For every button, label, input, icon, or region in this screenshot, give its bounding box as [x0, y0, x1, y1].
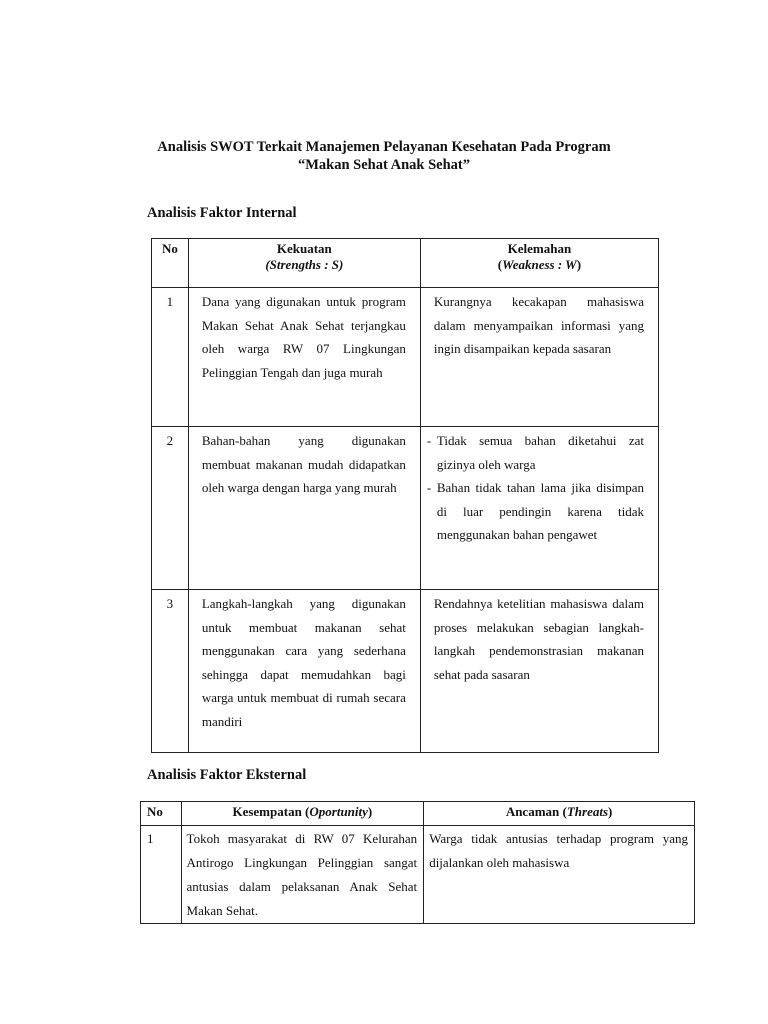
strength-subtitle: (Strengths : S): [265, 257, 344, 272]
title-line-1: Analisis SWOT Terkait Manajemen Pelayanan Kesehatan Pada Program: [157, 139, 611, 155]
threat-prefix: Ancaman (: [505, 804, 567, 819]
external-header-threat: [424, 802, 695, 826]
weakness-cell: Rendahnya ketelitian mahasiswa dalam proses melakukan sebagian langkah-langkah pendemonstrasian makanan sehat pada sasaran: [420, 590, 658, 753]
weakness-cell: Kurangnya kecakapan mahasiswa dalam menyampaikan informasi yang ingin disampaikan kepada sasaran: [420, 288, 658, 427]
strength-cell: Bahan-bahan yang digunakan membuat makanan mudah didapatkan oleh warga dengan harga yang murah: [188, 427, 420, 590]
external-heading: Analisis Faktor Eksternal: [147, 767, 307, 783]
threat-suffix: ): [608, 804, 613, 819]
strength-cell: Langkah-langkah yang digunakan untuk membuat makanan sehat menggunakan cara yang sederhana sehingga dapat memudahkan bagi warga untuk membuat di rumah secara mandiri: [188, 590, 420, 753]
external-header-no: No: [141, 802, 182, 826]
weakness-bullet: [427, 476, 644, 547]
internal-header-weakness: [420, 239, 658, 288]
weakness-paren-open: (: [497, 257, 503, 272]
weakness-cell: [420, 427, 658, 590]
weakness-paren-close: ): [576, 257, 582, 272]
opportunity-suffix: ): [367, 804, 373, 819]
weakness-subtitle: Weakness : W: [502, 257, 577, 272]
table-row: [152, 288, 659, 427]
row-number: 3: [152, 590, 189, 753]
row-number: 1: [141, 826, 182, 924]
threat-cell: Warga tidak antusias terhadap program yang dijalankan oleh mahasiswa: [424, 826, 695, 924]
internal-heading: Analisis Faktor Internal: [147, 205, 297, 221]
bullet-dash: -: [426, 433, 432, 448]
weakness-bullet-text: Bahan tidak tahan lama jika disimpan di luar pendingin karena tidak menggunakan bahan pengawet: [436, 480, 644, 542]
row-number: 1: [152, 288, 189, 427]
table-row: [152, 427, 659, 590]
external-factor-table: [140, 801, 695, 924]
table-row: [141, 826, 695, 924]
row-number: 2: [152, 427, 189, 590]
internal-header-no: No: [152, 239, 189, 288]
opportunity-cell: Tokoh masyarakat di RW 07 Kelurahan Antirogo Lingkungan Pelinggian sangat antusias dalam pelaksanan Anak Sehat Makan Sehat.: [181, 826, 424, 924]
strength-title: Kekuatan: [276, 241, 332, 256]
external-header-row: [141, 802, 695, 826]
weakness-bullet: [427, 429, 644, 476]
weakness-title: Kelemahan: [507, 241, 572, 256]
threat-italic: Threats: [566, 804, 609, 819]
title-line-2: “Makan Sehat Anak Sehat”: [297, 157, 471, 173]
document-title: [0, 138, 768, 174]
table-row: [152, 590, 659, 753]
opportunity-italic: Oportunity: [309, 804, 368, 819]
internal-factor-table: [151, 238, 659, 753]
strength-cell: Dana yang digunakan untuk program Makan Sehat Anak Sehat terjangkau oleh warga RW 07 Lingkungan Pelinggian Tengah dan juga murah: [188, 288, 420, 427]
bullet-dash: -: [426, 480, 432, 495]
external-header-opportunity: [181, 802, 424, 826]
weakness-bullet-text: Tidak semua bahan diketahui zat gizinya oleh warga: [436, 433, 644, 472]
internal-header-row: [152, 239, 659, 288]
opportunity-prefix: Kesempatan (: [232, 804, 310, 819]
internal-header-strength: [188, 239, 420, 288]
